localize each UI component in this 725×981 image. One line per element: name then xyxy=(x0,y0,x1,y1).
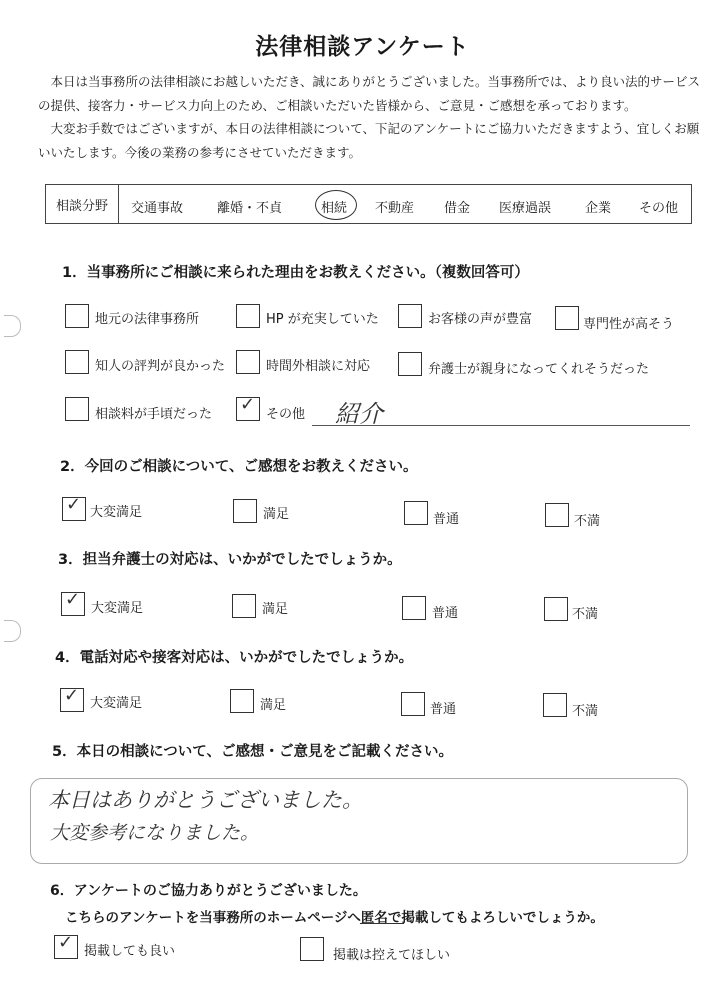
q1-label-voices: お客様の声が豊富 xyxy=(428,312,533,327)
q4-checkbox-neutral[interactable] xyxy=(401,692,425,716)
punch-hole-mark xyxy=(4,620,21,642)
intro-paragraph-2: 大変お手数ではございますが、本日の法律相談について、下記のアンケートにご協力いただきますよう、宜しくお願いいたします。今後の業務の参考にさせていただきます。 xyxy=(38,121,700,160)
q1-label-expertise: 専門性が高そう xyxy=(583,317,675,332)
q4-label-very-satisfied: 大変満足 xyxy=(90,696,143,711)
q1-checkbox-expertise[interactable] xyxy=(555,306,579,330)
q1-label-hp: HP が充実していた xyxy=(266,312,379,327)
field-option-other[interactable]: その他 xyxy=(639,201,679,216)
field-option-corporate[interactable]: 企業 xyxy=(585,201,612,216)
q2-checkbox-satisfied[interactable] xyxy=(233,499,257,523)
q3-checkbox-dissatisfied[interactable] xyxy=(544,597,568,621)
anonymous-underline xyxy=(360,923,404,924)
q6-subtitle: こちらのアンケートを当事務所のホームページへ匿名で掲載してもよろしいでしょうか。 xyxy=(65,910,604,926)
consult-field-options xyxy=(119,185,691,223)
q3-checkbox-neutral[interactable] xyxy=(402,596,426,620)
consult-field-label: 相談分野 xyxy=(46,185,119,223)
q1-checkbox-hp[interactable] xyxy=(236,304,260,328)
q6-checkbox-publish-ok[interactable] xyxy=(54,932,78,959)
q1-title: 1．当事務所にご相談に来られた理由をお教えください。（複数回答可） xyxy=(62,265,529,281)
q3-label-neutral: 普通 xyxy=(432,606,459,621)
q3-checkbox-satisfied[interactable] xyxy=(232,594,256,618)
q3-label-very-satisfied: 大変満足 xyxy=(91,601,144,616)
q1-checkbox-other[interactable] xyxy=(236,394,260,421)
check-mark-icon: ✓ xyxy=(66,494,82,515)
q2-checkbox-neutral[interactable] xyxy=(404,501,428,525)
q3-label-dissatisfied: 不満 xyxy=(572,607,599,622)
q5-title: 5．本日の相談について、ご感想・ご意見をご記載ください。 xyxy=(52,744,454,760)
q6-title: 6．アンケートのご協力ありがとうございました。 xyxy=(50,883,367,899)
q4-label-dissatisfied: 不満 xyxy=(572,704,599,719)
q4-checkbox-dissatisfied[interactable] xyxy=(543,693,567,717)
q3-checkbox-very-satisfied[interactable] xyxy=(61,589,85,616)
q1-checkbox-voices[interactable] xyxy=(398,304,422,328)
q4-checkbox-very-satisfied[interactable] xyxy=(60,685,84,712)
field-option-real-estate[interactable]: 不動産 xyxy=(375,201,415,216)
field-option-medical[interactable]: 医療過誤 xyxy=(499,201,552,216)
field-option-traffic[interactable]: 交通事故 xyxy=(131,201,184,216)
q1-label-caring: 弁護士が親身になってくれそうだった xyxy=(428,362,650,377)
q6-label-publish-ok: 掲載しても良い xyxy=(84,944,176,959)
comment-line-1: 本日はありがとうございました。 xyxy=(48,788,363,812)
q1-checkbox-local[interactable] xyxy=(65,304,89,328)
q2-label-neutral: 普通 xyxy=(433,512,460,527)
q2-label-very-satisfied: 大変満足 xyxy=(90,505,143,520)
check-mark-icon: ✓ xyxy=(65,589,81,610)
field-option-divorce[interactable]: 離婚・不貞 xyxy=(217,201,283,216)
consult-field-table xyxy=(45,184,692,224)
q4-label-satisfied: 満足 xyxy=(260,698,287,713)
q2-label-satisfied: 満足 xyxy=(263,507,290,522)
q1-label-other: その他 xyxy=(266,407,306,422)
q1-checkbox-reputation[interactable] xyxy=(65,350,89,374)
page-title: 法律相談アンケート xyxy=(255,34,470,60)
q3-title: 3．担当弁護士の対応は、いかがでしたでしょうか。 xyxy=(58,552,402,568)
q4-label-neutral: 普通 xyxy=(430,702,457,717)
q1-label-fee: 相談料が手頃だった xyxy=(95,407,213,422)
q2-checkbox-very-satisfied[interactable] xyxy=(62,494,86,521)
q1-label-after-hours: 時間外相談に対応 xyxy=(266,359,371,374)
q4-checkbox-satisfied[interactable] xyxy=(230,689,254,713)
field-option-inheritance[interactable]: 相続 xyxy=(321,201,348,216)
q2-title: 2．今回のご相談について、ご感想をお教えください。 xyxy=(60,459,418,475)
q1-label-reputation: 知人の評判が良かった xyxy=(95,359,226,374)
check-mark-icon: ✓ xyxy=(64,685,80,706)
q6-checkbox-publish-no[interactable] xyxy=(300,937,324,961)
comment-line-2: 大変参考になりました。 xyxy=(50,822,260,844)
q1-other-handwritten: 紹介 xyxy=(335,400,383,428)
q2-checkbox-dissatisfied[interactable] xyxy=(545,503,569,527)
intro-paragraph-1: 本日は当事務所の法律相談にお越しいただき、誠にありがとうございました。当事務所では、より良い法的サービスの提供、接客力・サービス力向上のため、ご相談いただいた皆様から、ご意見・ご感想を承っております。 xyxy=(38,74,701,113)
q1-checkbox-fee[interactable] xyxy=(65,397,89,421)
check-mark-icon: ✓ xyxy=(58,932,74,953)
intro-text xyxy=(38,70,703,164)
q4-title: 4．電話対応や接客対応は、いかがでしたでしょうか。 xyxy=(55,650,414,666)
q1-checkbox-after-hours[interactable] xyxy=(236,350,260,374)
q1-label-local: 地元の法律事務所 xyxy=(95,312,200,327)
field-option-debt[interactable]: 借金 xyxy=(444,201,471,216)
check-mark-icon: ✓ xyxy=(240,394,256,415)
q6-label-publish-no: 掲載は控えてほしい xyxy=(333,948,451,963)
q1-checkbox-caring[interactable] xyxy=(398,352,422,376)
q3-label-satisfied: 満足 xyxy=(262,602,289,617)
q2-label-dissatisfied: 不満 xyxy=(574,514,601,529)
punch-hole-mark xyxy=(4,315,21,337)
